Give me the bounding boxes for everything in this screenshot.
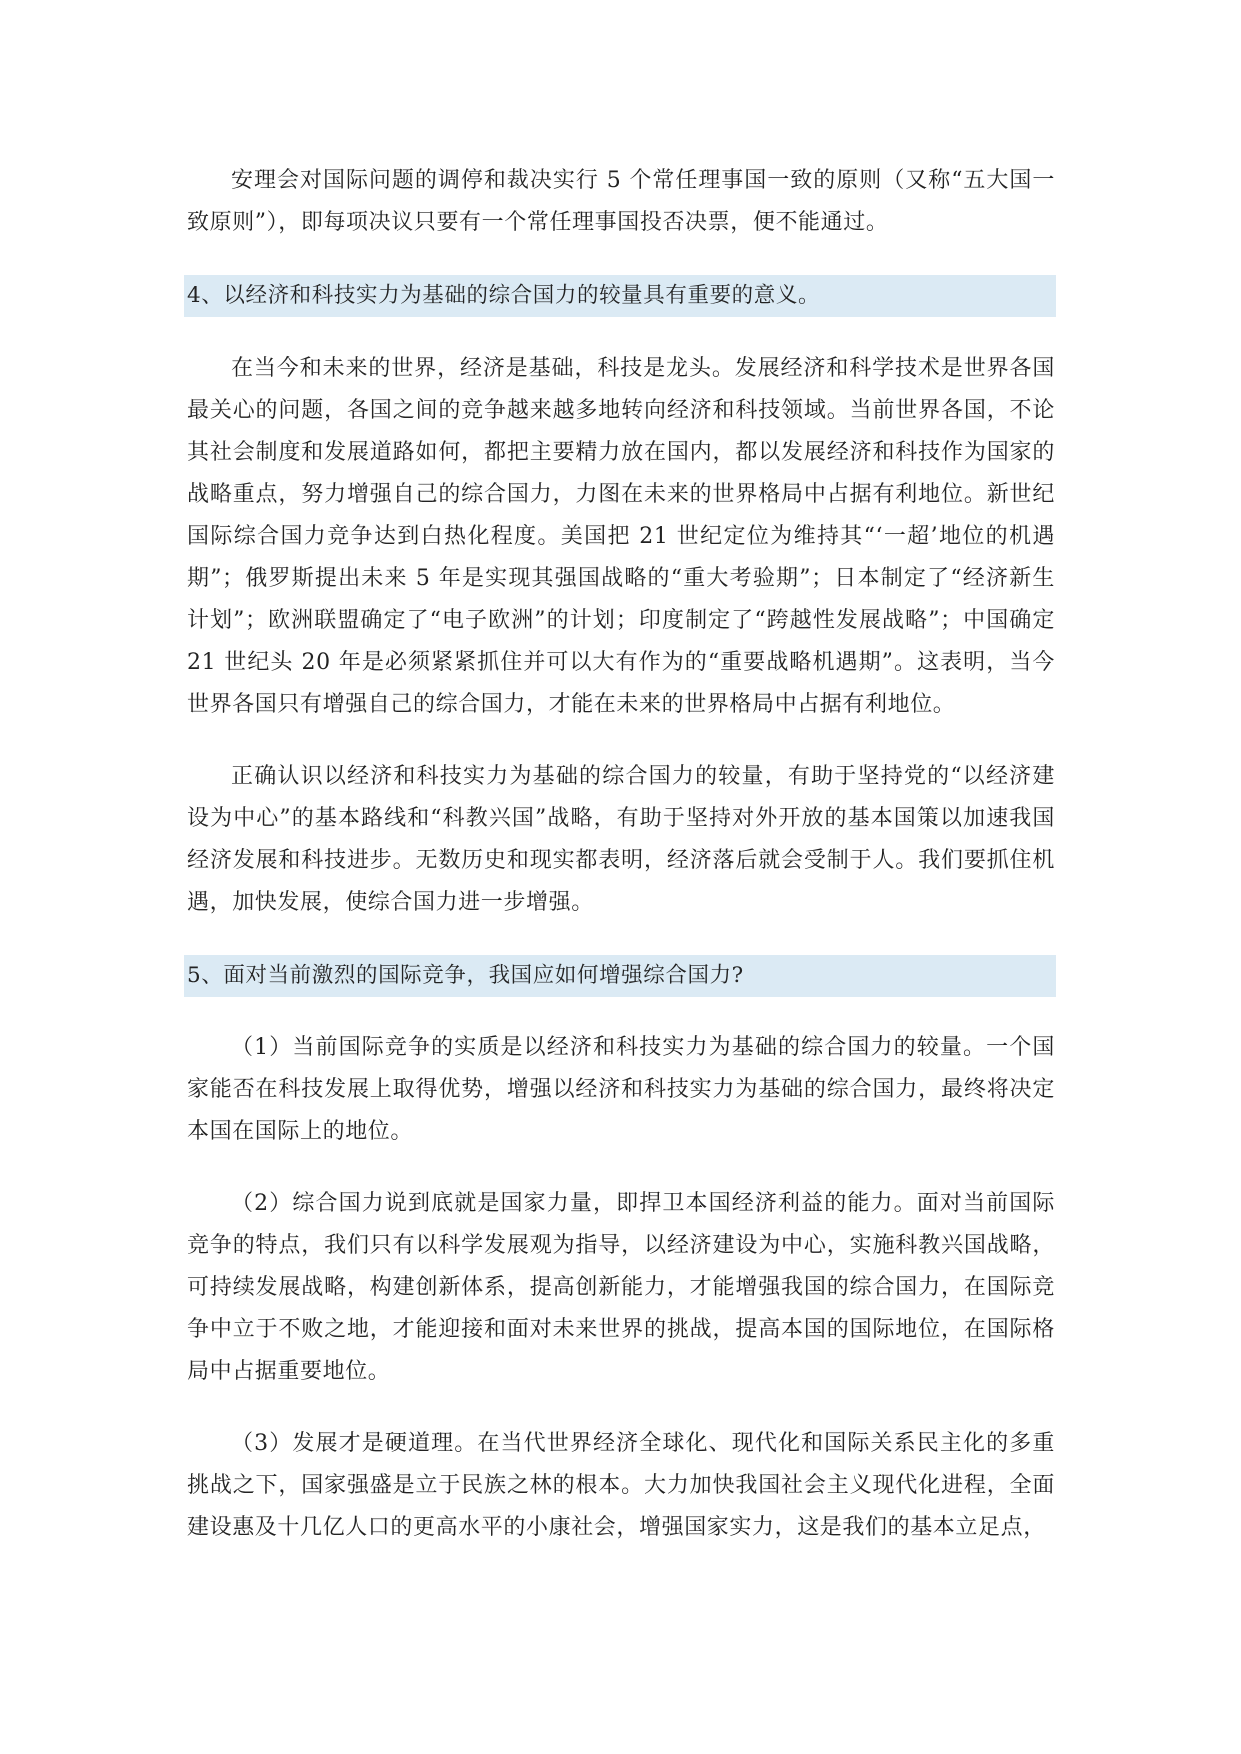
paragraph-correct-understanding: 正确认识以经济和科技实力为基础的综合国力的较量，有助于坚持党的“以经济建设为中心”的基本路线和“科教兴国”战略，有助于坚持对外开放的基本国策以加速我国经济发展和科技进步。无数历史和现实都表明，经济落后就会受制于人。我们要抓住机遇，加快发展，使综合国力进一步增强。 [187,764,1055,915]
document-body [187,160,1055,1549]
paragraph-point-3: （3）发展才是硬道理。在当代世界经济全球化、现代化和国际关系民主化的多重挑战之下，国家强盛是立于民族之林的根本。大力加快我国社会主义现代化进程，全面建设惠及十几亿人口的更高水平的小康社会，增强国家实力，这是我们的基本立足点， [187,1431,1055,1540]
section-heading-5: 5、面对当前激烈的国际竞争，我国应如何增强综合国力? [184,955,1056,997]
paragraph-point-2: （2）综合国力说到底就是国家力量，即捍卫本国经济利益的能力。面对当前国际竞争的特点，我们只有以科学发展观为指导，以经济建设为中心，实施科教兴国战略，可持续发展战略，构建创新体系，提高创新能力，才能增强我国的综合国力，在国际竞争中立于不败之地，才能迎接和面对未来世界的挑战，提高本国的国际地位，在国际格局中占据重要地位。 [187,1191,1055,1384]
paragraph-security-council: 安理会对国际问题的调停和裁决实行 5 个常任理事国一致的原则（又称“五大国一致原则”），即每项决议只要有一个常任理事国投否决票，便不能通过。 [187,168,1055,235]
section-heading-4: 4、以经济和科技实力为基础的综合国力的较量具有重要的意义。 [184,275,1056,317]
paragraph-economy-technology: 在当今和未来的世界，经济是基础，科技是龙头。发展经济和科学技术是世界各国最关心的问题，各国之间的竞争越来越多地转向经济和科技领域。当前世界各国，不论其社会制度和发展道路如何，都把主要精力放在国内，都以发展经济和科技作为国家的战略重点，努力增强自己的综合国力，力图在未来的世界格局中占据有利地位。新世纪国际综合国力竞争达到白热化程度。美国把 21 世纪定位为维持其“‘一超’地位的机遇期”；俄罗斯提出未来 5 年是实现其强国战略的“重大考验期”；日本制定了“经济新生计划”；欧洲联盟确定了“电子欧洲”的计划；印度制定了“跨越性发展战略”；中国确定 21 世纪头 20 年是必须紧紧抓住并可以大有作为的“重要战略机遇期”。这表明，当今世界各国只有增强自己的综合国力，才能在未来的世界格局中占据有利地位。 [187,356,1055,717]
paragraph-point-1: （1）当前国际竞争的实质是以经济和科技实力为基础的综合国力的较量。一个国家能否在科技发展上取得优势，增强以经济和科技实力为基础的综合国力，最终将决定本国在国际上的地位。 [187,1035,1055,1144]
